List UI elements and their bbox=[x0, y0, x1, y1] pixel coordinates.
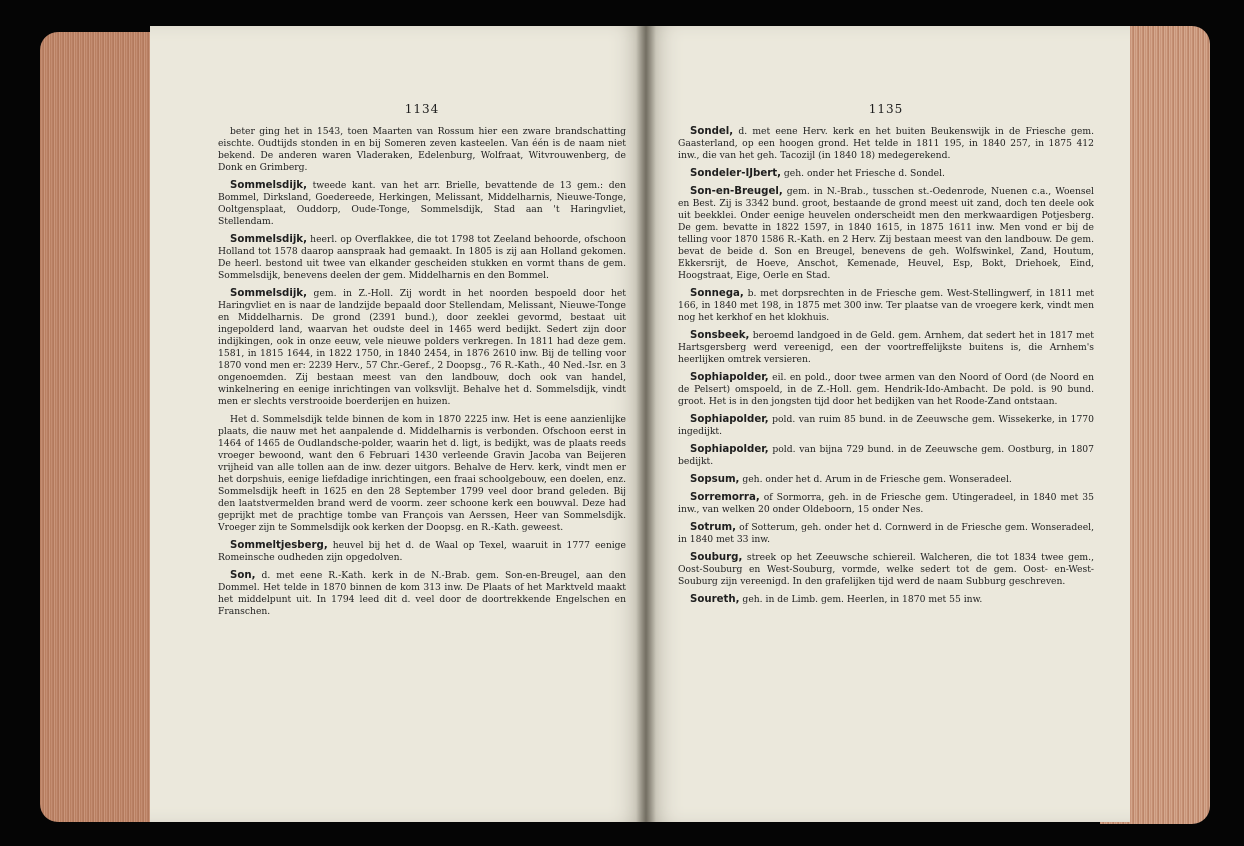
dictionary-entry bbox=[218, 288, 626, 408]
entry-headword: Souburg, bbox=[690, 552, 743, 563]
dictionary-entry bbox=[678, 522, 1094, 546]
right-page-entries bbox=[678, 126, 1094, 606]
dictionary-entry bbox=[678, 594, 1094, 606]
left-page bbox=[150, 26, 646, 822]
entry-headword: Sommelsdijk, bbox=[230, 180, 307, 191]
entry-text: heuvel bij het d. de Waal op Texel, waaruit in 1777 eenige Romeinsche oudheden zijn opgedolven. bbox=[218, 540, 626, 563]
dictionary-entry bbox=[218, 180, 626, 228]
entry-headword: Son, bbox=[230, 570, 256, 581]
entry-headword: Sonsbeek, bbox=[690, 330, 750, 341]
entry-headword: Sophiapolder, bbox=[690, 414, 769, 425]
entry-text: geh. onder het Friesche d. Sondel. bbox=[781, 168, 945, 179]
entry-headword: Son-en-Breugel, bbox=[690, 186, 783, 197]
entry-headword: Sommeltjesberg, bbox=[230, 540, 328, 551]
entry-text: streek op het Zeeuwsche schiereil. Walcheren, die tot 1834 twee gem., Oost-Souburg en West-Souburg, vormde, welke sedert tot de gem. Oost- en-West-Souburg zijn vereenigd. In den grafelijken tijd werd de naam Subburg geschreven. bbox=[678, 552, 1094, 587]
entry-text: of Sormorra, geh. in de Friesche gem. Utingeradeel, in 1840 met 35 inw., van welken 20 onder Oldeboorn, 15 onder Nes. bbox=[678, 492, 1094, 515]
entry-text: d. met eene Herv. kerk en het buiten Beukenswijk in de Friesche gem. Gaasterland, op een hoogen grond. Het telde in 1811 195, in 1840 257, in 1875 412 inw., die van het geh. Tacozijl (in 1840 18) medegerekend. bbox=[678, 126, 1094, 161]
dictionary-entry bbox=[678, 414, 1094, 438]
entry-headword: Soureth, bbox=[690, 594, 740, 605]
dictionary-entry bbox=[678, 372, 1094, 408]
entry-headword: Sommelsdijk, bbox=[230, 288, 307, 299]
page-number-left: 1134 bbox=[404, 102, 440, 116]
entry-headword: Sotrum, bbox=[690, 522, 736, 533]
dictionary-entry bbox=[218, 234, 626, 282]
dictionary-entry bbox=[218, 126, 626, 174]
dictionary-entry bbox=[678, 474, 1094, 486]
entry-headword: Sondel, bbox=[690, 126, 734, 137]
right-page bbox=[646, 26, 1130, 822]
entry-text: b. met dorpsrechten in de Friesche gem. West-Stellingwerf, in 1811 met 166, in 1840 met 198, in 1875 met 300 inw. Ter plaatse van de vroegere kerk, vindt men nog het kerkhof en het klokhuis. bbox=[678, 288, 1094, 323]
entry-text: d. met eene R.-Kath. kerk in de N.-Brab. gem. Son-en-Breugel, aan den Dommel. Het telde in 1870 binnen de kom 313 inw. De Plaats of het Marktveld maakt het middelpunt uit. In 1794 leed dit d. veel door de doortrekkende Engelschen en Franschen. bbox=[218, 570, 626, 617]
entry-text: geh. in de Limb. gem. Heerlen, in 1870 met 55 inw. bbox=[739, 594, 983, 605]
page-number-right: 1135 bbox=[868, 102, 904, 116]
book-gutter bbox=[636, 26, 656, 822]
dictionary-entry bbox=[678, 492, 1094, 516]
dictionary-entry bbox=[678, 552, 1094, 588]
entry-text: pold. van ruim 85 bund. in de Zeeuwsche gem. Wissekerke, in 1770 ingedijkt. bbox=[678, 414, 1094, 437]
entry-headword: Sonnega, bbox=[690, 288, 744, 299]
dictionary-entry bbox=[678, 288, 1094, 324]
entry-text: gem. in N.-Brab., tusschen st.-Oedenrode, Nuenen c.a., Woensel en Best. Zij is 3342 bund. groot, bestaande de grond meest uit zand, doch ten deele ook uit beekklei. Onder eenige heuvelen onderscheidt men den merkwaardigen Potjesberg. De gem. bevatte in 1822 1597, in 1840 1615, in 1875 1611 inw. Men vond er bij de telling voor 1870 1586 R.-Kath. en 2 Herv. Zij bestaan meest van den landbouw. De gem. bevat de beide d. Son en Breugel, benevens de geh. Wolfswinkel, Zand, Houtum, Ekkersrijt, de Hoeve, Anschot, Kemenade, Heuvel, Esp, Bokt, Driehoek, Eind, Hoogstraat, Eige, Oerle en Stad. bbox=[678, 186, 1094, 281]
entry-headword: Sommelsdijk, bbox=[230, 234, 307, 245]
open-book bbox=[40, 18, 1210, 830]
dictionary-entry bbox=[678, 186, 1094, 282]
entry-text: geh. onder het d. Arum in de Friesche gem. Wonseradeel. bbox=[739, 474, 1012, 485]
dictionary-entry bbox=[218, 570, 626, 618]
entry-headword: Sophiapolder, bbox=[690, 372, 769, 383]
entry-text: tweede kant. van het arr. Brielle, bevattende de 13 gem.: den Bommel, Dirksland, Goedereede, Herkingen, Melissant, Middelharnis, Nieuwe-Tonge, Ooltgensplaat, Ouddorp, Oude-Tonge, Sommelsdijk, Stad aan 't Haringvliet, Stellendam. bbox=[218, 180, 626, 227]
dictionary-entry bbox=[218, 540, 626, 564]
entry-text: heerl. op Overflakkee, die tot 1798 tot Zeeland behoorde, ofschoon Holland tot 1578 daarop aanspraak had gemaakt. In 1805 is zij aan Holland gekomen. De heerl. bestond uit twee van elkander gescheiden stukken en vormt thans de gem. Sommelsdijk, benevens deelen der gem. Middelharnis en den Bommel. bbox=[218, 234, 626, 281]
entry-text: gem. in Z.-Holl. Zij wordt in het noorden bespoeld door het Haringvliet en is naar de landzijde bepaald door Stellendam, Melissant, Nieuwe-Tonge en Middelharnis. De grond (2391 bund.), door zeeklei gevormd, bestaat uit ingepolderd land, waarvan het oudste deel in 1465 werd bedijkt. Sedert zijn door indijkingen, ook in onze eeuw, vele nieuwe polders verkregen. In 1811 had deze gem. 1581, in 1815 1644, in 1822 1750, in 1840 2454, in 1876 2610 inw. Bij de telling voor 1870 vond men er: 2239 Herv., 57 Chr.-Geref., 2 Doopsg., 76 R.-Kath., 40 Ned.-Isr. en 3 ongenoemden. Zij bestaan meest van den landbouw, doch ook van handel, winkelnering en eenige inrichtingen van volksvlijt. Behalve het d. Sommelsdijk, vindt men er slechts verstrooide boerderijen en huizen. bbox=[218, 288, 626, 407]
left-page-entries bbox=[218, 126, 626, 618]
entry-text: Het d. Sommelsdijk telde binnen de kom in 1870 2225 inw. Het is eene aanzienlijke plaats, die nauw met het aanpalende d. Middelharnis is verbonden. Ofschoon eerst in 1464 of 1465 de Oudlandsche-polder, waarin het d. ligt, is bedijkt, was de plaats reeds vroeger bewoond, want den 6 Februari 1430 verleende Gravin Jacoba van Beijeren vrijheid van alle tollen aan de inw. dezer uitgors. Behalve de Herv. kerk, vindt men er het dorpshuis, eenige liefdadige inrichtingen, een fraai schoolgebouw, een doelen, enz. Sommelsdijk heeft in 1625 en den 28 September 1799 veel door brand geleden. Bij den laatstvermelden brand werd de voorm. zeer schoone kerk een bouwval. Deze had geprijkt met de prachtige tombe van François van Aerssen, Heer van Sommelsdijk. Vroeger zijn te Sommelsdijk ook kerken der Doopsg. en R.-Kath. geweest. bbox=[218, 414, 626, 533]
dictionary-entry bbox=[678, 444, 1094, 468]
entry-headword: Sondeler-IJbert, bbox=[690, 168, 781, 179]
entry-text: pold. van bijna 729 bund. in de Zeeuwsche gem. Oostburg, in 1807 bedijkt. bbox=[678, 444, 1094, 467]
entry-text: beter ging het in 1543, toen Maarten van Rossum hier een zware brandschatting eischte. Oudtijds stonden in en bij Someren zeven kasteelen. Van één is de naam niet bekend. De anderen waren Vladeraken, Edelenburg, Wolfraat, Witvrouwenberg, de Donk en Grimberg. bbox=[218, 126, 626, 173]
entry-text: beroemd landgoed in de Geld. gem. Arnhem, dat sedert het in 1817 met Hartsgersberg werd vereenigd, een der voortreffelijkste buitens is, die Arnhem's heerlijken omtrek versieren. bbox=[678, 330, 1094, 365]
entry-text: of Sotterum, geh. onder het d. Cornwerd in de Friesche gem. Wonseradeel, in 1840 met 33 inw. bbox=[678, 522, 1094, 545]
dictionary-entry bbox=[218, 414, 626, 534]
dictionary-entry bbox=[678, 168, 1094, 180]
entry-text: eil. en pold., door twee armen van den Noord of Oord (de Noord en de Pelsert) omspoeld, in de Z.-Holl. gem. Hendrik-Ido-Ambacht. De pold. is 90 bund. groot. Het is in den jongsten tijd door het bedijken van het Roode-Zand ontstaan. bbox=[678, 372, 1094, 407]
entry-headword: Sopsum, bbox=[690, 474, 740, 485]
entry-headword: Sophiapolder, bbox=[690, 444, 769, 455]
dictionary-entry bbox=[678, 330, 1094, 366]
dictionary-entry bbox=[678, 126, 1094, 162]
entry-headword: Sorremorra, bbox=[690, 492, 760, 503]
